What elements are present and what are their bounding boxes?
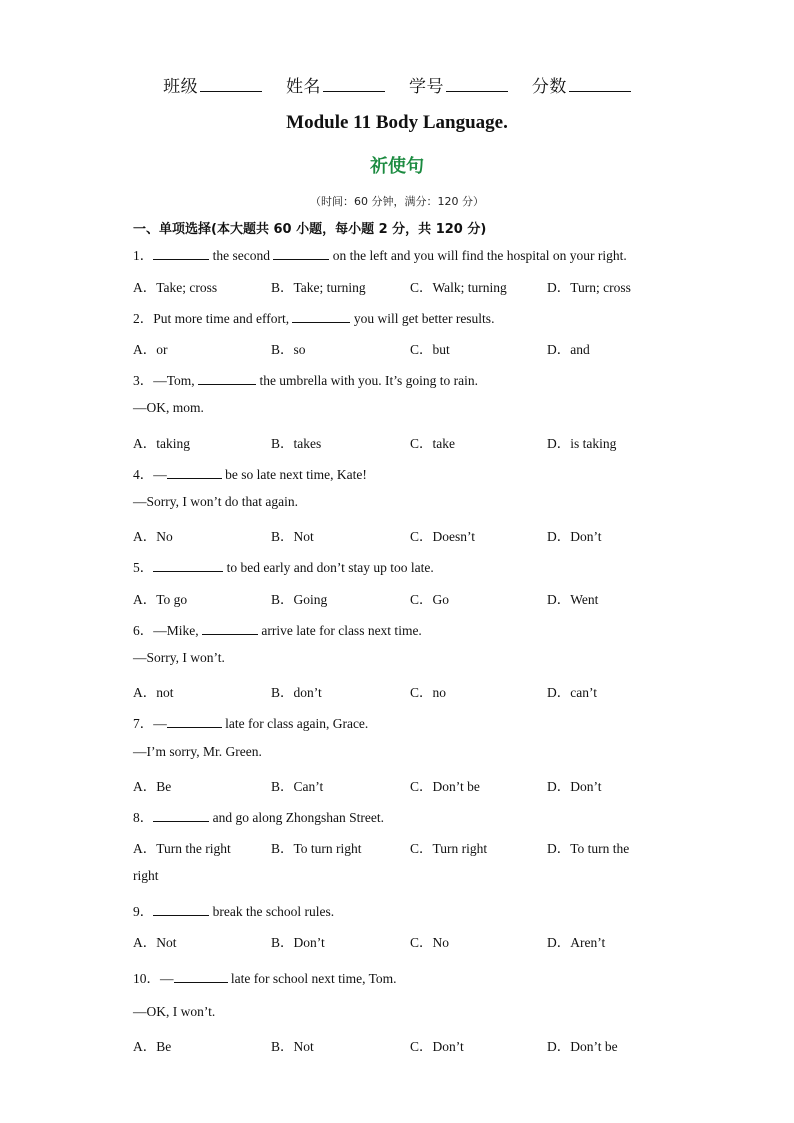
question-text: —OK, I won’t. [133, 1004, 216, 1019]
option-d[interactable]: D．is taking [547, 436, 617, 451]
question-text: the second [209, 248, 274, 263]
time-note: （时间：60 分钟，满分：120 分） [310, 195, 484, 208]
option-d[interactable]: D．Don’t [547, 779, 602, 794]
answer-blank[interactable] [167, 466, 222, 479]
answer-blank[interactable] [273, 247, 329, 260]
question-8-line-1 [133, 806, 384, 826]
name-blank[interactable] [323, 77, 385, 92]
option-c[interactable]: C．Don’t be [410, 779, 480, 794]
option-b[interactable]: B．Can’t [271, 779, 324, 794]
option-b[interactable]: B．so [271, 342, 306, 357]
option-d[interactable]: D．Don’t be [547, 1039, 618, 1054]
answer-blank[interactable] [153, 903, 209, 916]
option-d[interactable]: D．Turn; cross [547, 280, 631, 295]
student-info-line [0, 72, 794, 97]
class-field: 班级 [163, 72, 262, 97]
option-d[interactable]: D．Aren’t [547, 935, 606, 950]
question-6-line-1 [133, 619, 422, 639]
answer-blank[interactable] [292, 310, 350, 323]
question-2-line-1 [133, 307, 494, 327]
question-text: to bed early and don’t stay up too late. [223, 560, 434, 575]
option-a[interactable]: A．not [133, 685, 174, 700]
question-1-line-1 [133, 244, 627, 264]
question-5-line-1 [133, 556, 434, 576]
question-text: late for school next time, Tom. [227, 971, 397, 986]
answer-blank[interactable] [167, 715, 222, 728]
question-3-line-1 [133, 369, 478, 389]
answer-blank[interactable] [153, 559, 223, 572]
answer-blank[interactable] [202, 622, 258, 635]
question-text: 7．— [133, 716, 167, 731]
section-title: 一、单项选择(本大题共 60 小题，每小题 2 分，共 120 分) [133, 222, 487, 237]
option-a[interactable]: A．Turn the right [133, 841, 231, 856]
option-a[interactable]: A．To go [133, 592, 188, 607]
option-b[interactable]: B．Take; turning [271, 280, 366, 295]
question-7-line-2 [133, 744, 262, 760]
option-b[interactable]: B．Not [271, 1039, 314, 1054]
option-a[interactable]: A．Be [133, 779, 172, 794]
question-text: late for class again, Grace. [221, 716, 369, 731]
question-text: —Sorry, I won’t do that again. [133, 494, 298, 509]
class-blank[interactable] [200, 77, 262, 92]
option-c[interactable]: C．Go [410, 592, 450, 607]
question-text: be so late next time, Kate! [221, 467, 367, 482]
option-b[interactable]: B．don’t [271, 685, 322, 700]
option-d[interactable]: D．can’t [547, 685, 597, 700]
score-field: 分数 [532, 72, 631, 97]
option-b[interactable]: B．takes [271, 436, 322, 451]
option-b[interactable]: B．Not [271, 529, 314, 544]
answer-blank[interactable] [153, 247, 209, 260]
answer-blank[interactable] [198, 372, 256, 385]
name-field: 姓名 [286, 72, 385, 97]
question-text: you will get better results. [350, 311, 495, 326]
question-text: 8． [133, 810, 154, 825]
option-a[interactable]: A．taking [133, 436, 190, 451]
question-10-line-2 [133, 1004, 215, 1020]
option-a[interactable]: A．No [133, 529, 173, 544]
option-c[interactable]: C．Doesn’t [410, 529, 476, 544]
option-c[interactable]: C．no [410, 685, 447, 700]
question-text: 1． [133, 248, 154, 263]
option-c[interactable]: C．but [410, 342, 450, 357]
question-text: 3．—Tom, [133, 373, 199, 388]
question-text: 9． [133, 904, 154, 919]
option-a[interactable]: A．or [133, 342, 168, 357]
option-a[interactable]: A．Be [133, 1039, 172, 1054]
option-b[interactable]: B．Don’t [271, 935, 325, 950]
option-c[interactable]: C．Turn right [410, 841, 488, 856]
number-blank[interactable] [446, 77, 508, 92]
question-text: the umbrella with you. It’s going to rain. [256, 373, 479, 388]
score-blank[interactable] [569, 77, 631, 92]
option-d-continuation: right [133, 868, 159, 883]
number-field: 学号 [409, 72, 508, 97]
question-7-line-1 [133, 712, 368, 732]
option-d[interactable]: D．Went [547, 592, 599, 607]
question-text: and go along Zhongshan Street. [209, 810, 384, 825]
option-c[interactable]: C．take [410, 436, 455, 451]
question-4-line-1 [133, 463, 367, 483]
question-text: on the left and you will find the hospital on your right. [329, 248, 627, 263]
question-text: break the school rules. [209, 904, 335, 919]
option-d[interactable]: D．and [547, 342, 590, 357]
question-text: arrive late for class next time. [258, 623, 422, 638]
option-b[interactable]: B．Going [271, 592, 328, 607]
question-6-line-2 [133, 650, 225, 666]
question-text: 4．— [133, 467, 167, 482]
question-text: 5． [133, 560, 154, 575]
question-text: 10．— [133, 971, 174, 986]
option-c[interactable]: C．Walk; turning [410, 280, 507, 295]
question-3-line-2 [133, 400, 204, 416]
option-d[interactable]: D．Don’t [547, 529, 602, 544]
page-title: Module 11 Body Language. [286, 112, 508, 133]
option-b[interactable]: B．To turn right [271, 841, 362, 856]
answer-blank[interactable] [174, 970, 228, 983]
option-c[interactable]: C．No [410, 935, 450, 950]
question-text: —Sorry, I won’t. [133, 650, 225, 665]
option-d[interactable]: D．To turn the [547, 841, 630, 856]
option-c[interactable]: C．Don’t [410, 1039, 464, 1054]
question-9-line-1 [133, 900, 334, 920]
answer-blank[interactable] [153, 809, 209, 822]
question-text: 2．Put more time and effort, [133, 311, 293, 326]
question-10-line-1 [133, 967, 397, 987]
option-a[interactable]: A．Take; cross [133, 280, 218, 295]
question-text: 6．—Mike, [133, 623, 202, 638]
question-text: —OK, mom. [133, 400, 204, 415]
question-4-line-2 [133, 494, 298, 510]
page-subtitle: 祈使句 [370, 156, 424, 177]
question-text: —I’m sorry, Mr. Green. [133, 744, 262, 759]
option-a[interactable]: A．Not [133, 935, 177, 950]
